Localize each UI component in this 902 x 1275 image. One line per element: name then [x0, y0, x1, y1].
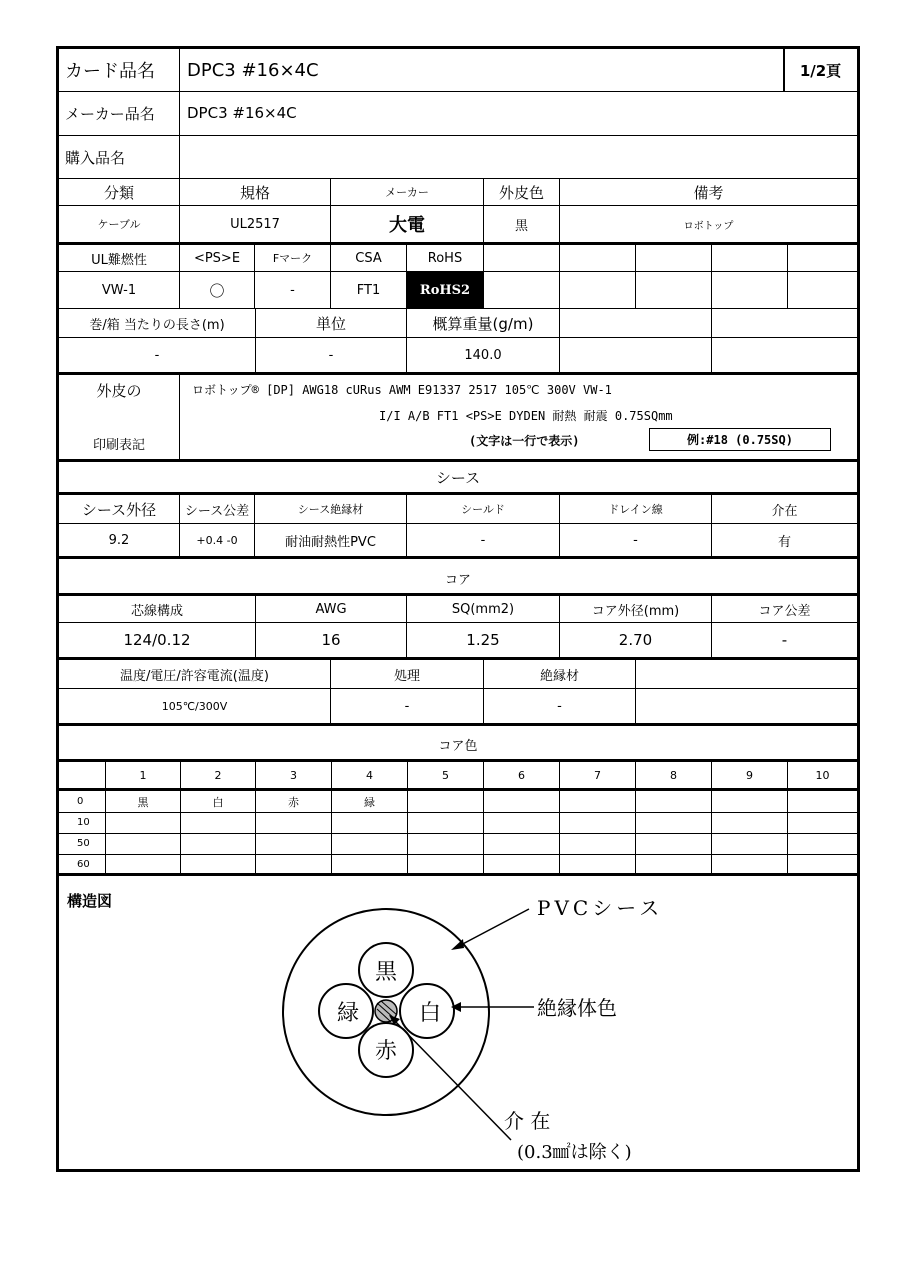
color-cell: [636, 833, 711, 854]
color-col-header: 9: [746, 768, 753, 782]
sheath-tol-value: +0.4 -0: [196, 533, 238, 547]
sq-header: SQ(mm2): [451, 601, 515, 617]
color-col-header: 10: [815, 768, 830, 782]
color-row-label: 60: [77, 859, 90, 870]
temp-value: 105℃/300V: [161, 699, 228, 713]
filler-note: (0.3㎟は除く): [517, 1142, 632, 1163]
color-cell: [636, 812, 711, 833]
color-cell: 黒: [137, 795, 149, 809]
color-cell: [408, 812, 483, 833]
color-cell: [484, 833, 559, 854]
insulation-header: 絶縁材: [539, 668, 579, 684]
process-header: 処理: [393, 668, 420, 684]
printing-line2: I/I A/B FT1 <PS>E DYDEN 耐熱 耐震 0.75SQmm: [379, 409, 673, 423]
color-cell: [408, 854, 483, 875]
sq-value: 1.25: [466, 631, 500, 649]
rohs-badge: RoHS2: [407, 272, 483, 308]
color-cell: 赤: [288, 795, 299, 809]
color-cell: [788, 812, 857, 833]
printing-line1: ロボトップ® [DP] AWG18 cURus AWM E91337 2517 105℃ 300V VW-1: [192, 383, 612, 397]
core-tol-value: -: [781, 631, 788, 649]
card-name-label: カード品名: [65, 61, 155, 82]
awg-header: AWG: [315, 601, 347, 617]
color-col-header: 1: [139, 768, 147, 782]
category-header: 分類: [103, 183, 134, 202]
filler-callout: 介 在: [504, 1109, 551, 1133]
page-number: 1/2頁: [799, 61, 842, 80]
color-cell: [332, 854, 407, 875]
sheath-material-value: 耐油耐熱性PVC: [285, 534, 376, 550]
remarks-value: ロボトップ: [683, 220, 734, 232]
color-cell: [788, 854, 857, 875]
color-col-header: 7: [594, 768, 601, 782]
sheath-od-header: シース外径: [81, 500, 157, 519]
csa-value: FT1: [356, 282, 381, 298]
sheath-od-value: 9.2: [108, 532, 130, 548]
strand-header: 芯線構成: [130, 603, 183, 619]
pse-header: <PS>E: [193, 250, 241, 266]
temp-header: 温度/電圧/許容電流(温度): [120, 668, 269, 684]
color-cell: [106, 833, 180, 854]
printing-label-top: 外皮の: [96, 381, 142, 400]
drain-value: -: [633, 532, 638, 548]
purchase-name-label: 購入品名: [65, 148, 126, 167]
core-title: コア: [444, 572, 471, 588]
maker-name-label: メーカー品名: [65, 104, 155, 123]
color-cell: [560, 791, 635, 812]
color-header: 外皮色: [498, 183, 544, 202]
color-cell: [106, 812, 180, 833]
color-col-header: 4: [366, 768, 373, 782]
color-cell: [712, 812, 787, 833]
color-cell: [181, 833, 255, 854]
color-col-header: 3: [290, 768, 297, 782]
color-cell: [181, 854, 255, 875]
color-row-label: 50: [77, 838, 90, 849]
color-col-header: 8: [670, 768, 677, 782]
color-cell: [788, 791, 857, 812]
printing-label-bottom: 印刷表記: [92, 437, 145, 453]
card-name-value: DPC3 #16×4C: [187, 59, 319, 81]
sheath-material-header: シース絶縁材: [297, 503, 364, 516]
rohs-header: RoHS: [427, 250, 463, 266]
process-value: -: [404, 698, 410, 714]
color-cell: [788, 833, 857, 854]
core-left-label: 緑: [336, 1001, 360, 1026]
insulation-value: -: [557, 698, 562, 714]
sheath-callout: PVCシース: [537, 896, 664, 920]
weight-header: 概算重量(g/m): [432, 314, 534, 333]
core-right-label: 白: [418, 1001, 442, 1026]
color-cell: [712, 791, 787, 812]
filler-header: 介在: [771, 503, 798, 519]
color-cell: [712, 833, 787, 854]
fmark-header: Fマーク: [272, 252, 313, 265]
core-color-title: コア色: [438, 738, 478, 754]
color-col-header: 2: [214, 768, 222, 782]
maker-header: メーカー: [385, 186, 429, 199]
color-cell: [332, 833, 407, 854]
remarks-header: 備考: [693, 183, 724, 202]
ul-flame-value: VW-1: [101, 282, 137, 298]
purchase-name-value: [181, 136, 781, 178]
sheath-tol-header: シース公差: [184, 503, 250, 519]
csa-header: CSA: [355, 250, 382, 266]
structure-diagram: [59, 875, 857, 1169]
color-cell: [560, 833, 635, 854]
ul-flame-header: UL難燃性: [91, 252, 147, 268]
insulation-callout: 絶縁体色: [537, 996, 617, 1020]
length-header: 巻/箱 当たりの長さ(m): [89, 317, 225, 333]
maker-name-value: DPC3 #16×4C: [187, 104, 297, 122]
printing-example: 例:#18 (0.75SQ): [649, 428, 831, 451]
color-cell: [332, 812, 407, 833]
color-row-label: 0: [77, 796, 84, 807]
weight-value: 140.0: [464, 347, 502, 363]
drain-header: ドレイン線: [608, 503, 663, 516]
color-cell: [560, 854, 635, 875]
color-cell: [256, 833, 331, 854]
color-cell: [712, 854, 787, 875]
length-value: -: [154, 347, 160, 363]
unit-value: -: [328, 347, 334, 363]
color-cell: 緑: [364, 795, 375, 809]
maker-value: 大電: [389, 215, 425, 236]
color-col-header: 5: [442, 768, 449, 782]
color-cell: [408, 791, 483, 812]
color-col-header: 6: [518, 768, 525, 782]
color-cell: [256, 812, 331, 833]
pse-value: 〇: [209, 281, 225, 300]
diagram-title: 構造図: [67, 891, 113, 910]
awg-value: 16: [321, 631, 341, 649]
color-row-label: 10: [77, 817, 90, 828]
core-tol-header: コア公差: [758, 603, 811, 619]
core-od-header: コア外径(mm): [591, 603, 680, 619]
color-cell: [484, 791, 559, 812]
printing-note: (文字は一行で表示): [469, 434, 580, 448]
color-cell: [181, 812, 255, 833]
color-cell: [256, 854, 331, 875]
color-cell: 白: [212, 795, 224, 809]
shield-header: シールド: [461, 503, 505, 516]
sheath-title: シース: [435, 468, 481, 487]
color-cell: [636, 791, 711, 812]
core-od-value: 2.70: [618, 631, 653, 649]
strand-value: 124/0.12: [123, 631, 191, 649]
unit-header: 単位: [315, 314, 346, 333]
color-cell: [484, 812, 559, 833]
shield-value: -: [480, 532, 486, 548]
standard-header: 規格: [239, 183, 270, 202]
core-bottom-label: 赤: [374, 1039, 398, 1064]
filler-value: 有: [777, 534, 791, 550]
category-value: ケーブル: [97, 218, 141, 231]
fmark-value: -: [290, 282, 295, 298]
color-cell: [560, 812, 635, 833]
color-cell: [408, 833, 483, 854]
color-value: 黒: [514, 218, 528, 234]
color-cell: [106, 854, 180, 875]
standard-value: UL2517: [230, 216, 280, 232]
core-top-label: 黒: [374, 960, 398, 985]
color-cell: [484, 854, 559, 875]
spec-sheet: [56, 46, 860, 1172]
color-cell: [636, 854, 711, 875]
